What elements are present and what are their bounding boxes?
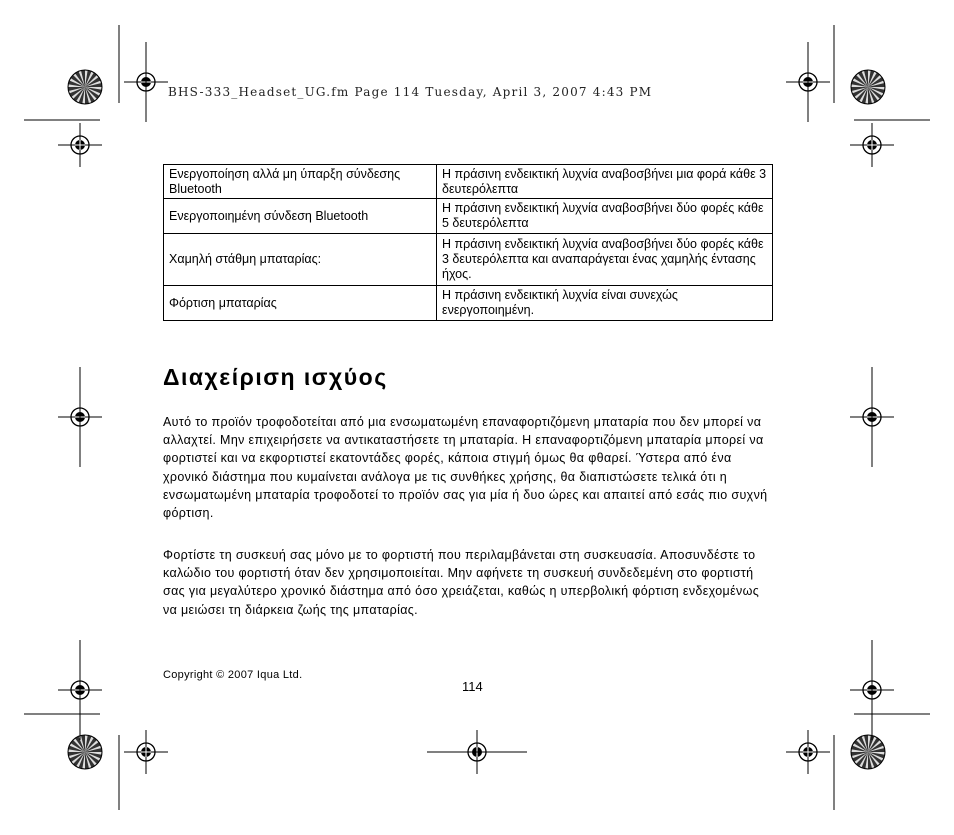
table-cell-indication: Η πράσινη ενδεικτική λυχνία αναβοσβήνει δύο φορές κάθε 3 δευτερόλεπτα και αναπαράγεται ένας χαμηλής έντασης ήχος. [437,234,773,286]
table-cell-state: Ενεργοποιημένη σύνδεση Bluetooth [164,199,437,234]
table-row [164,165,773,199]
table-cell-state: Ενεργοποίηση αλλά μη ύπαρξη σύνδεσης Bluetooth [164,165,437,199]
table-cell-state: Φόρτιση μπαταρίας [164,286,437,321]
print-slug: BHS-333_Headset_UG.fm Page 114 Tuesday, April 3, 2007 4:43 PM [168,85,653,99]
page-number: 114 [462,679,483,694]
table-cell-indication: Η πράσινη ενδεικτική λυχνία αναβοσβήνει μια φορά κάθε 3 δευτερόλεπτα [437,165,773,199]
table-cell-indication: Η πράσινη ενδεικτική λυχνία είναι συνεχώς ενεργοποιημένη. [437,286,773,321]
table-row [164,234,773,286]
table-row [164,199,773,234]
body-paragraph: Φορτίστε τη συσκευή σας μόνο με το φορτιστή που περιλαμβάνεται στη συσκευασία. Αποσυνδέστε το καλώδιο του φορτιστή όταν δεν χρησιμοποιείται. Μην αφήνετε τη συσκευή συνδεδεμένη στο φορτιστή σας για μεγαλύτερο χρονικό διάστημα από όσο χρειάζεται, καθώς η υπερβολική φόρτιση ενδεχομένως να μειώσει τη διάρκεια ζωής της μπαταρίας. [163,548,760,617]
body-paragraph: Αυτό το προϊόν τροφοδοτείται από μια ενσωματωμένη επαναφορτιζόμενη μπαταρία που δεν μπορεί να αλλαχτεί. Μην επιχειρήσετε να αντικαταστήσετε τη μπαταρία. Η επαναφορτιζόμενη μπαταρία μπορεί να φορτιστεί και να εκφορτιστεί εκατοντάδες φορές, κάποια στιγμή όμως θα φθαρεί. Ύστερα από ένα χρονικό διάστημα που κυμαίνεται ανάλογα με τις συνθήκες χρήσης, θα διαπιστώσετε τελικά ότι η ενσωματωμένη μπαταρία τροφοδοτεί το προϊόν σας για μία ή δυο ώρες και απαιτεί από εσάς πιο συχνή φόρτιση. [163,415,768,521]
copyright-notice: Copyright © 2007 Iqua Ltd. [163,669,303,681]
table-row [164,286,773,321]
table-cell-state: Χαμηλή στάθμη μπαταρίας: [164,234,437,286]
section-heading: Διαχείριση ισχύος [163,364,388,390]
table-cell-indication: Η πράσινη ενδεικτική λυχνία αναβοσβήνει δύο φορές κάθε 5 δευτερόλεπτα [437,199,773,234]
indicator-status-table [163,164,773,321]
